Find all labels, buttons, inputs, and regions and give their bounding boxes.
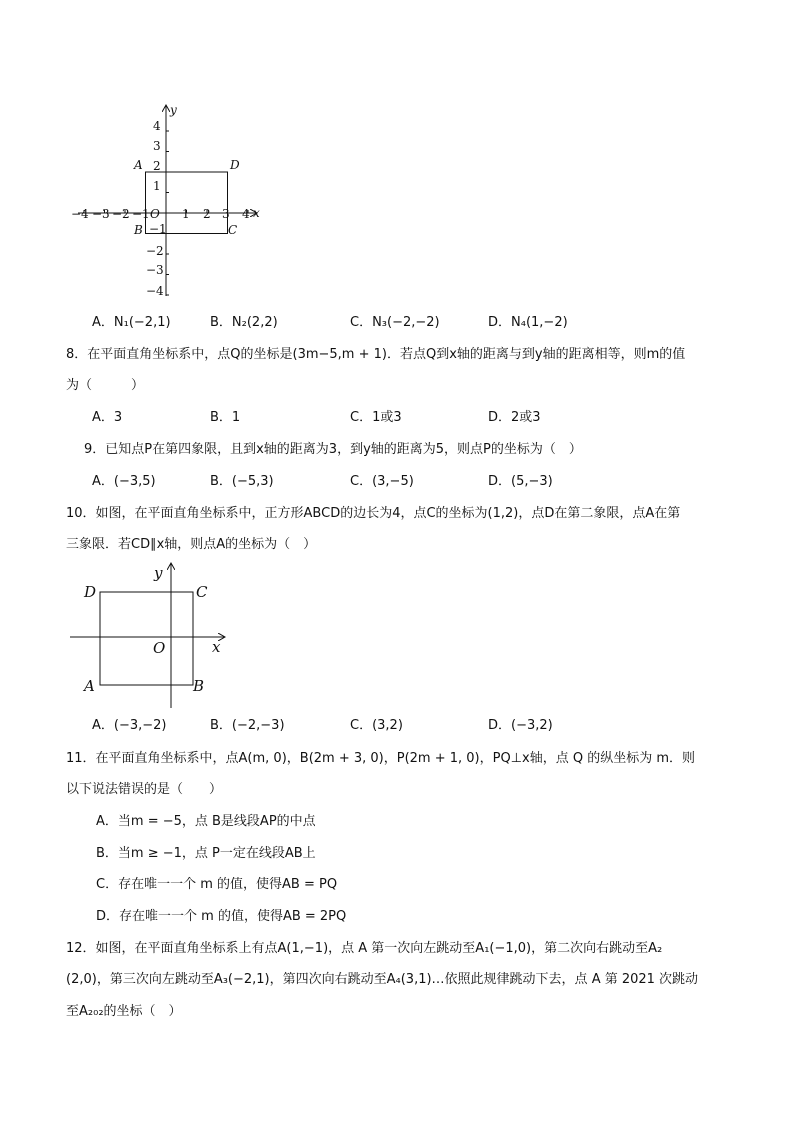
option-a[interactable]: A．3 <box>92 410 123 425</box>
square-abcd <box>100 592 193 685</box>
question-8-text: 8．在平面直角坐标系中，点Q的坐标是(3m−5,m + 1)．若点Q到x轴的距离与到y轴的距离相等，则m的值 <box>66 347 686 362</box>
point-label-c: C <box>228 223 238 237</box>
x-axis-label: x <box>212 638 221 656</box>
option-d[interactable]: D．2或3 <box>488 410 541 425</box>
option-b[interactable]: B．N₂(2,2) <box>210 315 278 330</box>
x-tick-label: 1 <box>182 207 190 221</box>
point-label-a: A <box>84 677 95 695</box>
option-b[interactable]: B．(−5,3) <box>210 474 274 489</box>
question-12-text: 12．如图，在平面直角坐标系上有点A(1,−1)，点 A 第一次向左跳动至A₁(−1,0)，第二次向右跳动至A₂ <box>66 941 663 956</box>
option-b[interactable]: B．(−2,−3) <box>210 718 285 733</box>
option-a[interactable]: A．(−3,−2) <box>92 718 167 733</box>
question-12-text-cont: (2,0)，第三次向左跳动至A₃(−2,1)，第四次向右跳动至A₄(3,1)…依照此规律跳动下去，点 A 第 2021 次跳动 <box>66 972 699 987</box>
y-tick-label: 3 <box>153 139 161 153</box>
option-d[interactable]: D．(5,−3) <box>488 474 553 489</box>
point-label-b: B <box>134 223 143 237</box>
y-tick-label: 4 <box>153 119 161 133</box>
question-8-text-cont: 为（ ） <box>66 378 145 393</box>
option-c[interactable]: C．(3,−5) <box>350 474 414 489</box>
x-tick-label: 4 <box>242 207 250 221</box>
point-label-d: D <box>84 583 97 601</box>
x-tick-label: 2 <box>203 207 211 221</box>
point-label-d: D <box>230 158 240 172</box>
origin-label: O <box>153 639 166 657</box>
point-label-c: C <box>196 583 208 601</box>
question-10-text-cont: 三象限．若CD∥x轴，则点A的坐标为（ ） <box>66 537 317 552</box>
y-tick-label: −1 <box>149 222 167 236</box>
option-c[interactable]: C．(3,2) <box>350 718 403 733</box>
figure-1-coordinate-plane <box>66 100 276 300</box>
option-a[interactable]: A．(−3,5) <box>92 474 156 489</box>
y-axis-label: y <box>170 103 177 117</box>
option-c[interactable]: C．N₃(−2,−2) <box>350 315 440 330</box>
option-b[interactable]: B．当m ≥ −1，点 P一定在线段AB上 <box>96 846 316 861</box>
question-11-text-cont: 以下说法错误的是（ ） <box>66 782 223 797</box>
y-tick-label: −4 <box>146 284 164 298</box>
option-d[interactable]: D．(−3,2) <box>488 718 553 733</box>
option-c[interactable]: C．1或3 <box>350 410 402 425</box>
question-12-text-cont2: 至A₂₀₂的坐标（ ） <box>66 1004 182 1019</box>
y-tick-label: 1 <box>153 179 161 193</box>
point-label-b: B <box>193 677 205 695</box>
x-tick-label: −1 <box>132 207 150 221</box>
option-a[interactable]: A．当m = −5，点 B是线段AP的中点 <box>96 814 316 829</box>
origin-label: O <box>150 207 160 221</box>
y-tick-label: −3 <box>146 263 164 277</box>
point-label-a: A <box>134 158 143 172</box>
option-d[interactable]: D．N₄(1,−2) <box>488 315 568 330</box>
question-10-text: 10．如图，在平面直角坐标系中，正方形ABCD的边长为4，点C的坐标为(1,2)，点D在第二象限，点A在第 <box>66 506 681 521</box>
question-9-text: 9．已知点P在第四象限，且到x轴的距离为3，到y轴的距离为5，则点P的坐标为（ ） <box>84 442 582 457</box>
question-11-text: 11．在平面直角坐标系中，点A(m, 0)，B(2m + 3, 0)，P(2m + 1, 0)，PQ⊥x轴，点 Q 的纵坐标为 m．则 <box>66 751 696 766</box>
x-tick-label: −3 <box>92 207 110 221</box>
option-b[interactable]: B．1 <box>210 410 241 425</box>
x-axis-label: x <box>253 206 260 220</box>
x-tick-label: −4 <box>71 207 89 221</box>
y-tick-label: 2 <box>153 159 161 173</box>
x-tick-label: 3 <box>222 207 230 221</box>
option-c[interactable]: C．存在唯一一个 m 的值，使得AB = PQ <box>96 877 338 892</box>
y-tick-label: −2 <box>146 244 164 258</box>
x-tick-label: −2 <box>112 207 130 221</box>
figure-2-square-on-axes <box>66 560 236 710</box>
option-d[interactable]: D．存在唯一一个 m 的值，使得AB = 2PQ <box>96 909 347 924</box>
y-axis-label: y <box>154 564 163 582</box>
option-a[interactable]: A．N₁(−2,1) <box>92 315 171 330</box>
